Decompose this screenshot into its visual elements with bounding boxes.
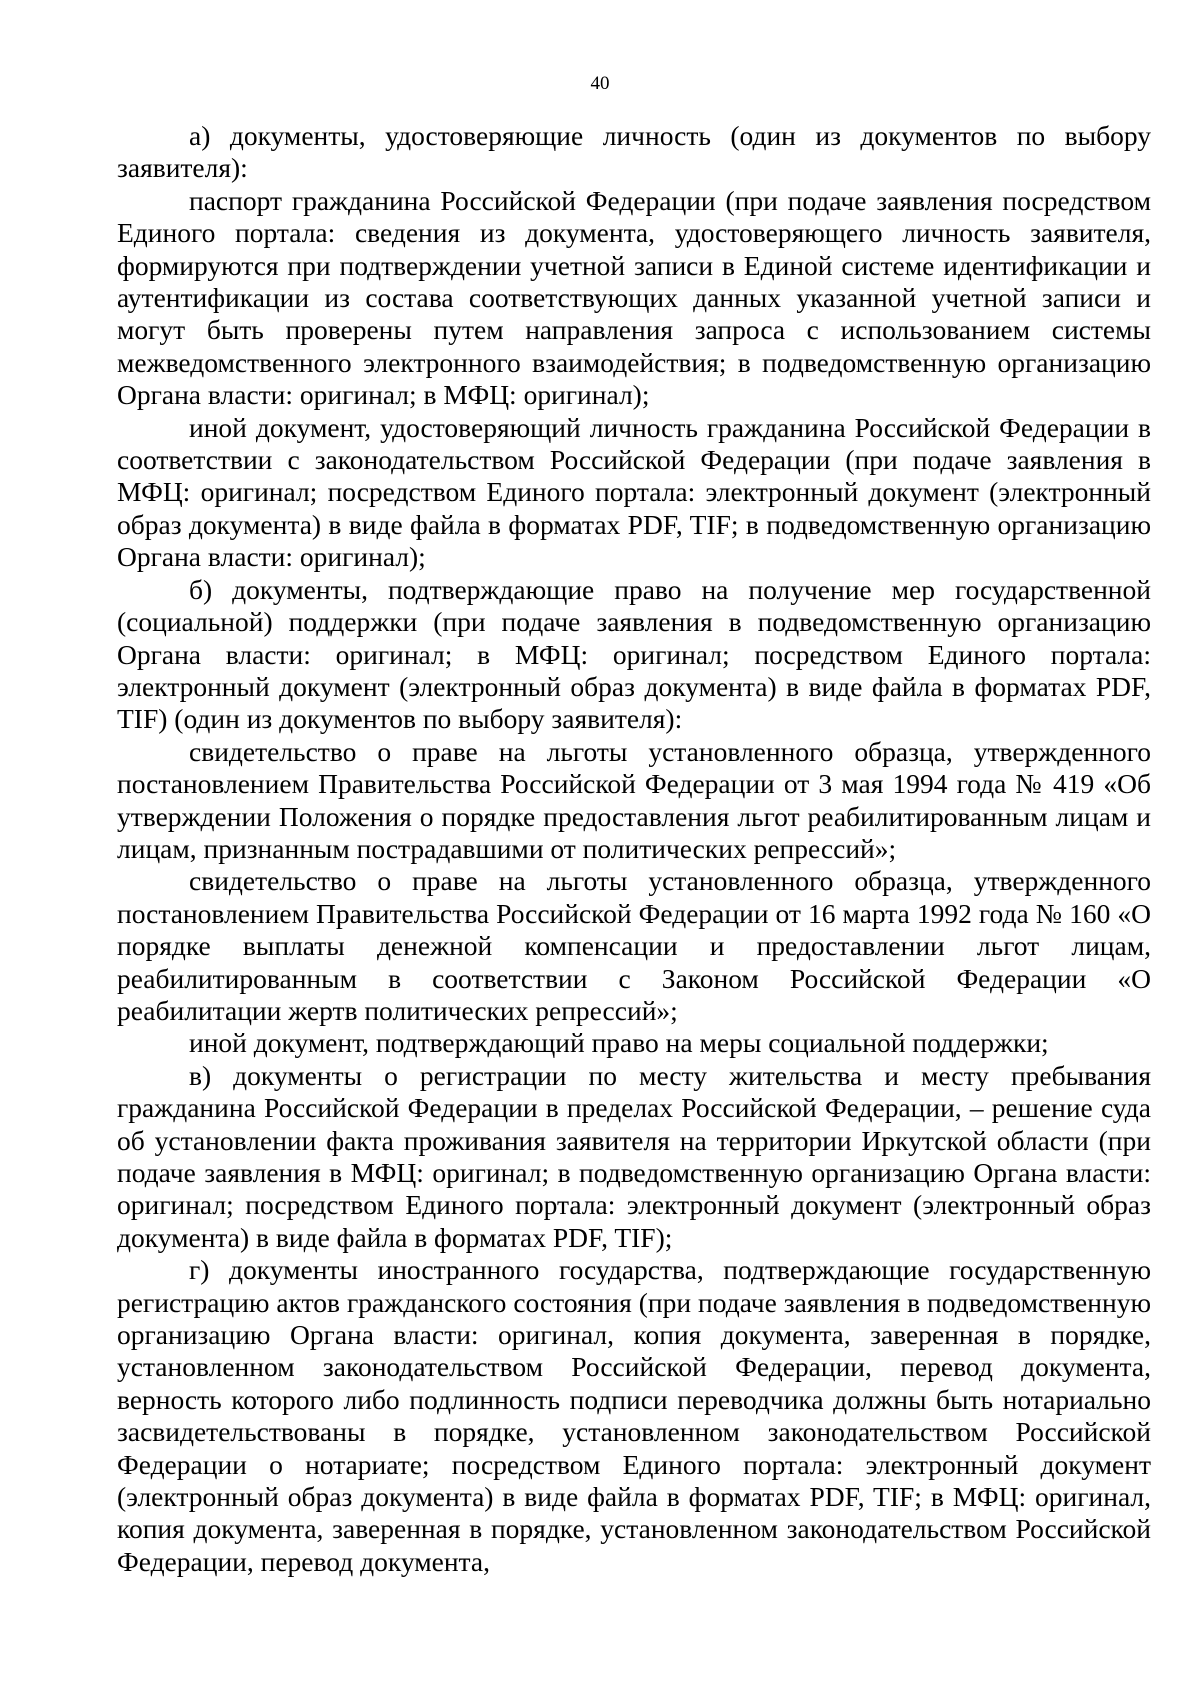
paragraph-certificate-1994: свидетельство о праве на льготы установленного образца, утвержденного постановлением Правительства Российской Федерации от 3 мая 1994 года № 419 «Об утверждении Положения о порядке предоставления льгот реабилитированным лицам и лицам, признанным пострадавшими от политических репрессий»; (117, 735, 1151, 864)
page-number: 40 (590, 73, 610, 94)
paragraph-foreign-state-documents: г) документы иностранного государства, подтверждающие государственную регистрацию актов гражданского состояния (при подаче заявления в подведомственную организацию Органа власти: оригинал, копия документа, заверенная в порядке, установленном законодательством Российской Федерации, перевод документа, верность которого либо подлинность подписи переводчика должны быть нотариально засвидетельствованы в порядке, установленном законодательством Российской Федерации о нотариате; посредством Единого портала: электронный документ (электронный образ документа) в виде файла в форматах PDF, TIF; в МФЦ: оригинал, копия документа, заверенная в порядке, установленном законодательством Российской Федерации, перевод документа, (117, 1254, 1151, 1577)
paragraph-support-right-documents: б) документы, подтверждающие право на получение мер государственной (социальной) поддержки (при подаче заявления в подведомственную организацию Органа власти: оригинал; в МФЦ: оригинал; посредством Единого портала: электронный документ (электронный образ документа) в виде файла в форматах PDF, TIF) (один из документов по выбору заявителя): (117, 573, 1151, 735)
paragraph-certificate-1992: свидетельство о праве на льготы установленного образца, утвержденного постановлением Правительства Российской Федерации от 16 марта 1992 года № 160 «О порядке выплаты денежной компенсации и предоставлении льгот лицам, реабилитированным в соответствии с Законом Российской Федерации «О реабилитации жертв политических репрессий»; (117, 865, 1151, 1026)
document-body (117, 120, 1151, 1578)
paragraph-registration-documents: в) документы о регистрации по месту жительства и месту пребывания гражданина Российской Федерации в пределах Российской Федерации, – решение суда об установлении факта проживания заявителя на территории Иркутской области (при подаче заявления в МФЦ: оригинал; в подведомственную организацию Органа власти: оригинал; посредством Единого портала: электронный документ (электронный образ документа) в виде файла в форматах PDF, TIF); (117, 1059, 1151, 1253)
paragraph-identity-documents: а) документы, удостоверяющие личность (один из документов по выбору заявителя): (117, 120, 1151, 184)
paragraph-other-support-document: иной документ, подтверждающий право на меры социальной поддержки; (189, 1027, 1049, 1059)
paragraph-other-identity-document: иной документ, удостоверяющий личность гражданина Российской Федерации в соответствии с законодательством Российской Федерации (при подаче заявления в МФЦ: оригинал; посредством Единого портала: электронный документ (электронный образ документа) в виде файла в форматах PDF, TIF; в подведомственную организацию Органа власти: оригинал); (117, 411, 1151, 573)
paragraph-passport: паспорт гражданина Российской Федерации (при подаче заявления посредством Единого портала: сведения из документа, удостоверяющего личность заявителя, формируются при подтверждении учетной записи в Единой системе идентификации и аутентификации из состава соответствующих данных указанной учетной записи и могут быть проверены путем направления запроса с использованием системы межведомственного электронного взаимодействия; в подведомственную организацию Органа власти: оригинал; в МФЦ: оригинал); (117, 184, 1151, 411)
